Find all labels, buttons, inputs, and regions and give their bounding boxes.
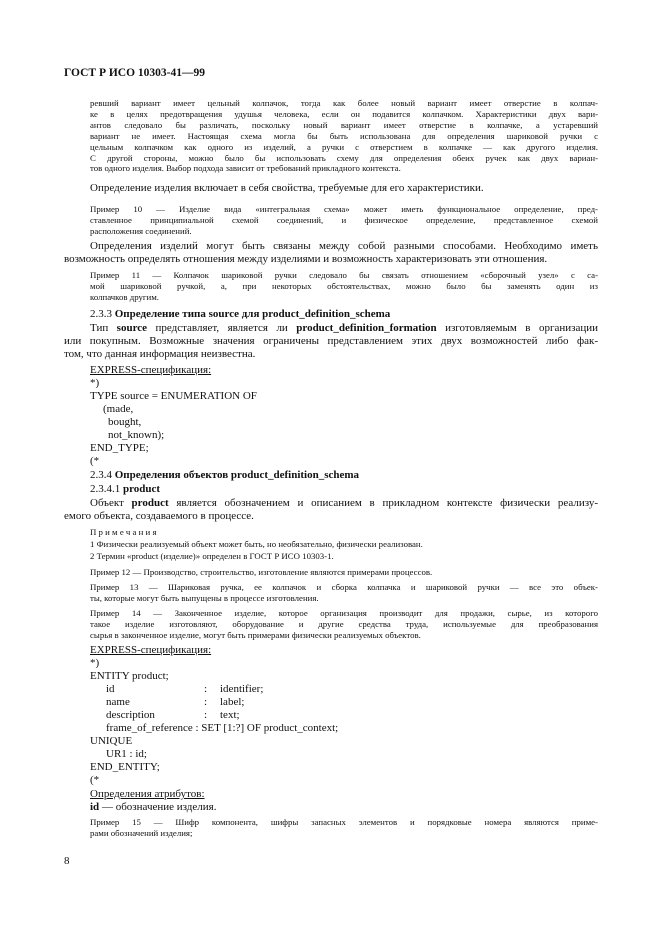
express-spec-label: EXPRESS-спецификация:	[90, 644, 212, 656]
code-line: not_known);	[108, 429, 165, 441]
example-10	[90, 204, 598, 237]
attr-type: identifier;	[220, 683, 264, 695]
paragraph-product-entity	[64, 497, 598, 523]
section-title: Определение типа source для product_definition_schema	[114, 308, 391, 320]
text-line: том, что данная информация неизвестна.	[64, 347, 256, 360]
text-line: ты, которые могут быть выпущены в процессе изготовления.	[90, 592, 319, 603]
text-line: вариант не имеет. Настоящая схема могла бы быть использована для определения шариковой ручки с	[90, 130, 598, 141]
attribute-definitions-label: Определения атрибутов:	[90, 788, 205, 800]
section-title: Определения объектов product_definition_schema	[114, 469, 360, 481]
section-number: 2.3.4.1	[90, 483, 121, 495]
code-line: (*	[90, 774, 100, 786]
text-line: антов следовало бы различать, поскольку новый вариант имеет отверстие в колпачке, а устаревший	[90, 119, 598, 130]
text-line: цельным колпачком как одного из изделий, а ручки с отверстием в колпачке — как другого изделия.	[90, 141, 598, 152]
paragraph-definition: Определение изделия включает в себя свойства, требуемые для его характеристики.	[90, 182, 484, 194]
code-line: UR1 : id;	[106, 748, 147, 760]
note-1: 1 Физически реализуемый объект может быть, но необязательно, физически реализован.	[90, 539, 423, 549]
text-line: Объект product является обозначением и описанием в прикладном контексте физически реализу-	[90, 497, 598, 509]
text-line: емого объекта, создаваемого в процессе.	[64, 509, 254, 522]
note-2: 2 Термин «product (изделие)» определен в ГОСТ Р ИСО 10303-1.	[90, 551, 334, 561]
section-number: 2.3.4	[90, 469, 112, 481]
paragraph-pen-variants	[90, 98, 598, 174]
code-line: (*	[90, 455, 100, 467]
code-line: *)	[90, 657, 100, 669]
keyword-product-definition-formation: product_definition_formation	[296, 322, 437, 334]
example-13	[90, 582, 598, 604]
keyword-source: source	[116, 322, 148, 334]
document-header: ГОСТ Р ИСО 10303-41—99	[64, 67, 206, 79]
attr-type: label;	[220, 696, 245, 708]
code-line: *)	[90, 377, 100, 389]
attr-colon: :	[204, 709, 208, 721]
text-line: Тип source представляет, является ли product_definition_formation изготовляемым в организации	[90, 322, 599, 334]
text-line: сырья в законченное изделие, могут быть примерами физически реализуемых объектов.	[90, 629, 421, 640]
example-12: Пример 12 — Производство, строительство, изготовление являются примерами процессов.	[90, 567, 433, 577]
example-14	[90, 608, 598, 641]
example-11	[90, 270, 598, 303]
code-line: ENTITY product;	[90, 670, 169, 682]
attr-colon: :	[204, 683, 208, 695]
code-line: (made,	[103, 403, 134, 415]
id-definition: id — обозначение изделия.	[90, 801, 217, 813]
attr-name: description	[106, 709, 155, 721]
text-line: тов одного изделия. Выбор подхода зависит от требований прикладного контекста.	[90, 163, 401, 174]
paragraph-relations	[64, 240, 598, 266]
code-line: END_TYPE;	[90, 442, 149, 454]
text-line: такое изделие изготовляют, оборудование и другие средства труда, используемые для преобразования	[90, 618, 598, 629]
section-heading-2-3-3	[90, 308, 390, 321]
text-line: ке в целях предотвращения удушья человека, если он подавится колпачком. Характеристики двух вари-	[90, 108, 598, 119]
code-line: TYPE source = ENUMERATION OF	[90, 390, 257, 402]
code-line: frame_of_reference : SET [1:?] OF product_context;	[106, 722, 339, 734]
code-line: UNIQUE	[90, 735, 133, 747]
attr-name: id	[106, 683, 115, 695]
text-line: С другой стороны, можно было бы использовать схему для определения обеих ручек как двух вариан-	[90, 152, 598, 163]
text-line: Пример 11 — Колпачок шариковой ручки следовало бы связать отношением «сборочный узел» с са-	[90, 270, 598, 280]
notes-title: П р и м е ч а н и я	[90, 527, 157, 537]
section-heading-2-3-4-1	[90, 483, 160, 496]
express-spec-label: EXPRESS-спецификация:	[90, 364, 212, 376]
text-line: или покупным. Возможные значения ограничены представлением этих двух возможностей либо фак-	[64, 334, 598, 347]
text-line: рами обозначений изделия;	[90, 827, 193, 838]
section-number: 2.3.3	[90, 308, 112, 320]
keyword-product: product	[131, 497, 169, 509]
text-line: расположения соединений.	[90, 225, 192, 236]
text-line: Пример 14 — Законченное изделие, которое организация производит для продажи, сырье, из которого	[90, 608, 598, 618]
attr-colon: :	[204, 696, 208, 708]
text-line: ревший вариант имеет цельный колпачок, тогда как более новый вариант имеет отверстие в колпач-	[90, 98, 598, 108]
attr-type: text;	[220, 709, 240, 721]
section-title: product	[123, 483, 161, 495]
section-heading-2-3-4	[90, 469, 359, 482]
code-line: END_ENTITY;	[90, 761, 160, 773]
text-line: Пример 15 — Шифр компонента, шифры запасных элементов и порядковые номера являются приме-	[90, 817, 598, 827]
attr-name: name	[106, 696, 130, 708]
text-line: ставленное принципиальной схемой соединений, и физическое определение, представленное схемой	[90, 214, 598, 225]
example-15	[90, 817, 598, 839]
text-line: мой шариковой ручкой, а, при некоторых обстоятельствах, можно было бы заменять один из	[90, 280, 598, 291]
paragraph-source-type	[64, 322, 598, 361]
code-line: bought,	[108, 416, 142, 428]
text-line: Пример 13 — Шариковая ручка, ее колпачок и сборка колпачка и шариковой ручки — все это объек-	[90, 582, 598, 592]
keyword-id: id	[90, 801, 100, 813]
text-line: колпачков другим.	[90, 291, 160, 302]
text-line: Определения изделий могут быть связаны между собой разными способами. Необходимо иметь	[90, 240, 598, 252]
page-number: 8	[64, 855, 70, 867]
text-line: возможность определять отношения между изделиями и возможность характеризовать эти отношения.	[64, 252, 548, 265]
text-line: Пример 10 — Изделие вида «интегральная схема» может иметь функциональное определение, пред-	[90, 204, 598, 214]
